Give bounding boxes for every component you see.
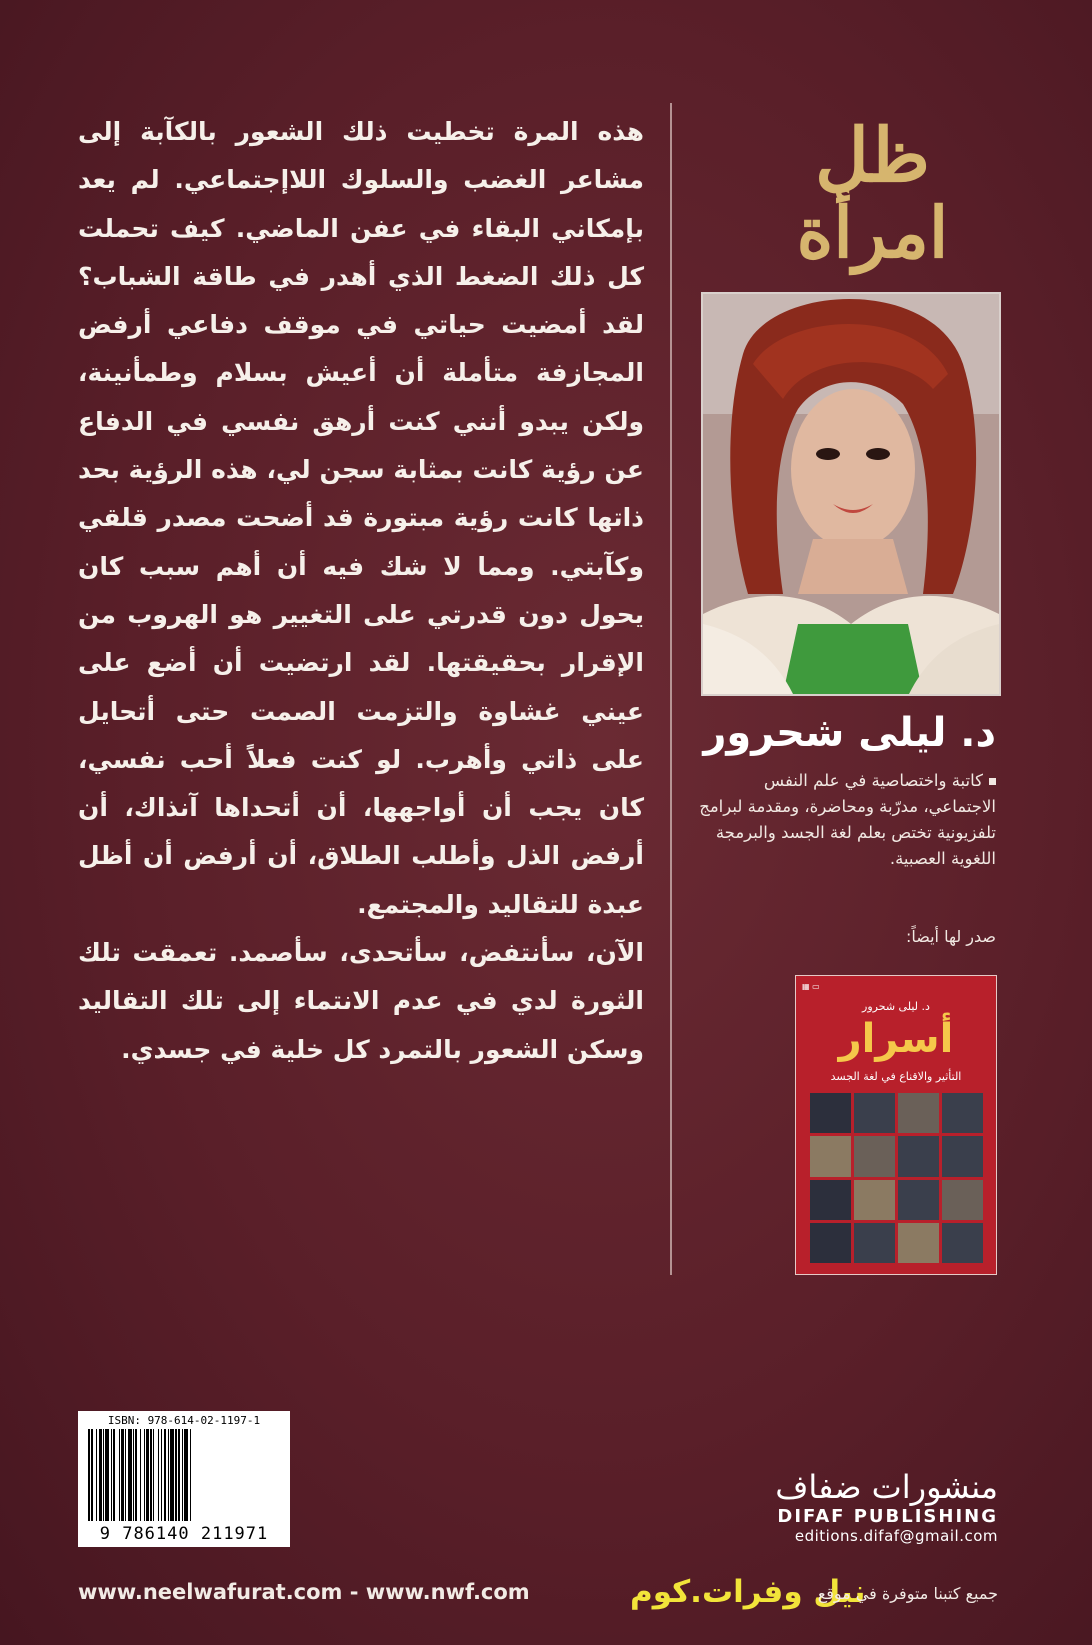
author-bio-text: كاتبة واختصاصية في علم النفس الاجتماعي، مدرّبة ومحاضرة، ومقدمة لبرامج تلفزيونية تختص بعلم لغة الجسد والبرمجة اللغوية العصبية. bbox=[699, 771, 996, 868]
barcode-bars bbox=[88, 1429, 280, 1521]
isbn-barcode bbox=[78, 1411, 290, 1547]
other-book-cover bbox=[795, 975, 997, 1275]
book-title-line1: ظل bbox=[815, 113, 930, 199]
vertical-divider bbox=[670, 103, 672, 1275]
bullet-icon bbox=[989, 778, 996, 785]
synopsis-text bbox=[78, 108, 644, 1074]
author-bio bbox=[690, 768, 996, 872]
author-photo bbox=[701, 292, 1001, 696]
publisher-email: editions.difaf@gmail.com bbox=[794, 1527, 998, 1545]
other-book-publisher-logo: ▦ ▭ bbox=[802, 982, 820, 991]
other-book-title: أسرار bbox=[838, 1016, 954, 1062]
other-book-subtitle: التأثير والاقناع في لغة الجسد bbox=[830, 1070, 962, 1083]
also-published-label: صدر لها أيضاً: bbox=[905, 927, 996, 946]
book-title bbox=[740, 110, 1005, 272]
synopsis-paragraph: هذه المرة تخطيت ذلك الشعور بالكآبة إلى مشاعر الغضب والسلوك اللاإجتماعي. لم يعد بإمكاني البقاء في عفن الماضي. كيف تحملت كل ذلك الضغط الذي أهدر في طاقة الشباب؟ لقد أمضيت حياتي في موقف دفاعي أرفض المجازفة متأملة أن أعيش بسلام وطمأنينة، ولكن يبدو أنني كنت أرهق نفسي في الدفاع عن رؤية كانت بمثابة سجن لي، هذه الرؤية بحد ذاتها كانت رؤية مبتورة قد أضحت مصدر قلقي وكآبتي. ومما لا شك فيه أن أهم سبب كان يحول دون قدرتي على التغيير هو الهروب من الإقرار بحقيقتها. لقد ارتضيت أن أضع على عيني غشاوة والتزمت الصمت حتى أتحايل على ذاتي وأهرب. لو كنت فعلاً أحب نفسي، كان يجب أن أواجهها، أن أتحداها آنذاك، أن أرفض الذل وأطلب الطلاق، أن أرفض أن أظل عبدة للتقاليد والمجتمع. bbox=[78, 117, 644, 919]
author-name: د. ليلى شحرور bbox=[703, 710, 996, 756]
isbn-label: ISBN: 978-614-02-1197-1 bbox=[107, 1414, 261, 1427]
publisher-logo bbox=[750, 1468, 998, 1545]
barcode-number: 9 786140 211971 bbox=[99, 1524, 269, 1544]
other-book-photo-grid bbox=[810, 1093, 983, 1263]
publisher-arabic-name: منشورات ضفاف bbox=[775, 1468, 998, 1506]
footer-availability-note: جميع كتبنا متوفرة في موقع bbox=[817, 1584, 998, 1603]
footer-urls: www.neelwafurat.com - www.nwf.com bbox=[78, 1580, 530, 1604]
footer bbox=[78, 1574, 998, 1610]
other-book-author: د. ليلى شحرور bbox=[862, 1000, 930, 1013]
footer-brand: نيل وفرات.كوم bbox=[630, 1574, 866, 1610]
synopsis-paragraph: الآن، سأنتفض، سأتحدى، سأصمد. تعمقت تلك الثورة لدي في عدم الانتماء إلى تلك التقاليد وسكن الشعور بالتمرد كل خلية في جسدي. bbox=[78, 938, 644, 1064]
book-title-line2: امرأة bbox=[796, 191, 949, 274]
publisher-english-name: DIFAF PUBLISHING bbox=[777, 1506, 998, 1527]
